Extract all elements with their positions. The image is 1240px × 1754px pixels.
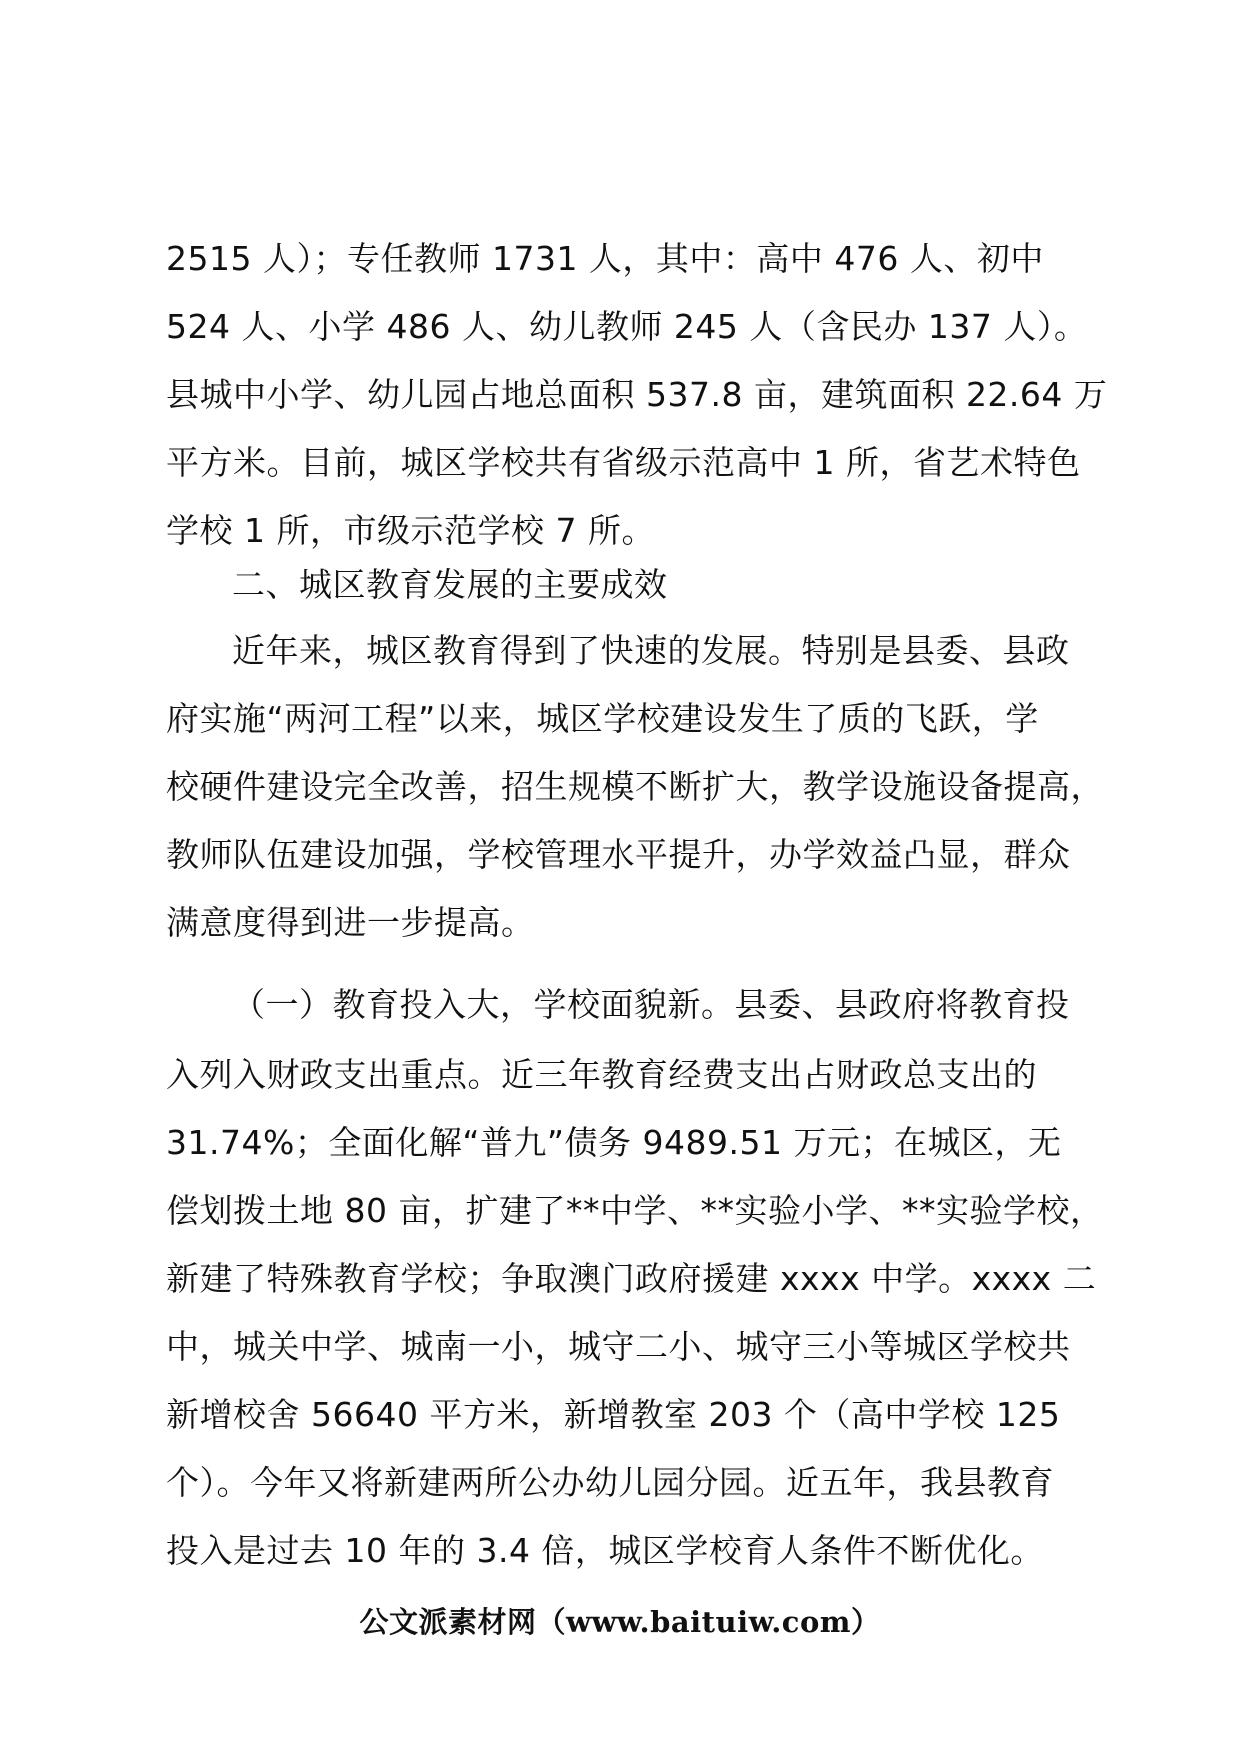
text-line: 524 人、小学 486 人、幼儿教师 245 人（含民办 137 人）。 [166, 307, 1088, 346]
text-line: 府实施“两河工程”以来，城区学校建设发生了质的飞跃，学 [166, 699, 1039, 738]
subsection-lead-line: （一）教育投入大，学校面貌新。县委、县政府将教育投 [232, 985, 1070, 1024]
text-line: 近年来，城区教育得到了快速的发展。特别是县委、县政 [232, 631, 1070, 670]
section-heading: 二、城区教育发展的主要成效 [232, 565, 668, 604]
text-line: 个）。今年又将新建两所公办幼儿园分园。近五年，我县教育 [166, 1463, 1054, 1502]
text-line: 投入是过去 10 年的 3.4 倍，城区学校育人条件不断优化。 [166, 1531, 1044, 1570]
document-body [166, 225, 1126, 1585]
text-line: 教师队伍建设加强，学校管理水平提升，办学效益凸显，群众 [166, 835, 1071, 874]
text-line: 中，城关中学、城南一小，城守二小、城守三小等城区学校共 [166, 1327, 1071, 1366]
text-line: 新建了特殊教育学校；争取澳门政府援建 xxxx 中学。xxxx 二 [166, 1259, 1097, 1298]
text-line: 31.74%；全面化解“普九”债务 9489.51 万元；在城区，无 [166, 1123, 1062, 1162]
text-line: 县城中小学、幼儿园占地总面积 537.8 亩，建筑面积 22.64 万 [166, 375, 1108, 414]
text-line: 入列入财政支出重点。近三年教育经费支出占财政总支出的 [166, 1055, 1037, 1094]
text-line: 平方米。目前，城区学校共有省级示范高中 1 所，省艺术特色 [166, 443, 1081, 482]
text-line: 学校 1 所，市级示范学校 7 所。 [166, 511, 655, 550]
text-line: 偿划拨土地 80 亩，扩建了**中学、**实验小学、**实验学校， [166, 1191, 1104, 1230]
text-line: 新增校舍 56640 平方米，新增教室 203 个（高中学校 125 [166, 1395, 1061, 1434]
text-line: 2515 人）；专任教师 1731 人，其中：高中 476 人、初中 [166, 239, 1044, 278]
text-line: 校硬件建设完全改善，招生规模不断扩大，教学设施设备提高， [166, 767, 1104, 806]
text-line: 满意度得到进一步提高。 [166, 903, 535, 942]
footer-watermark: 公文派素材网（www.baituiw.com） [359, 1605, 881, 1639]
